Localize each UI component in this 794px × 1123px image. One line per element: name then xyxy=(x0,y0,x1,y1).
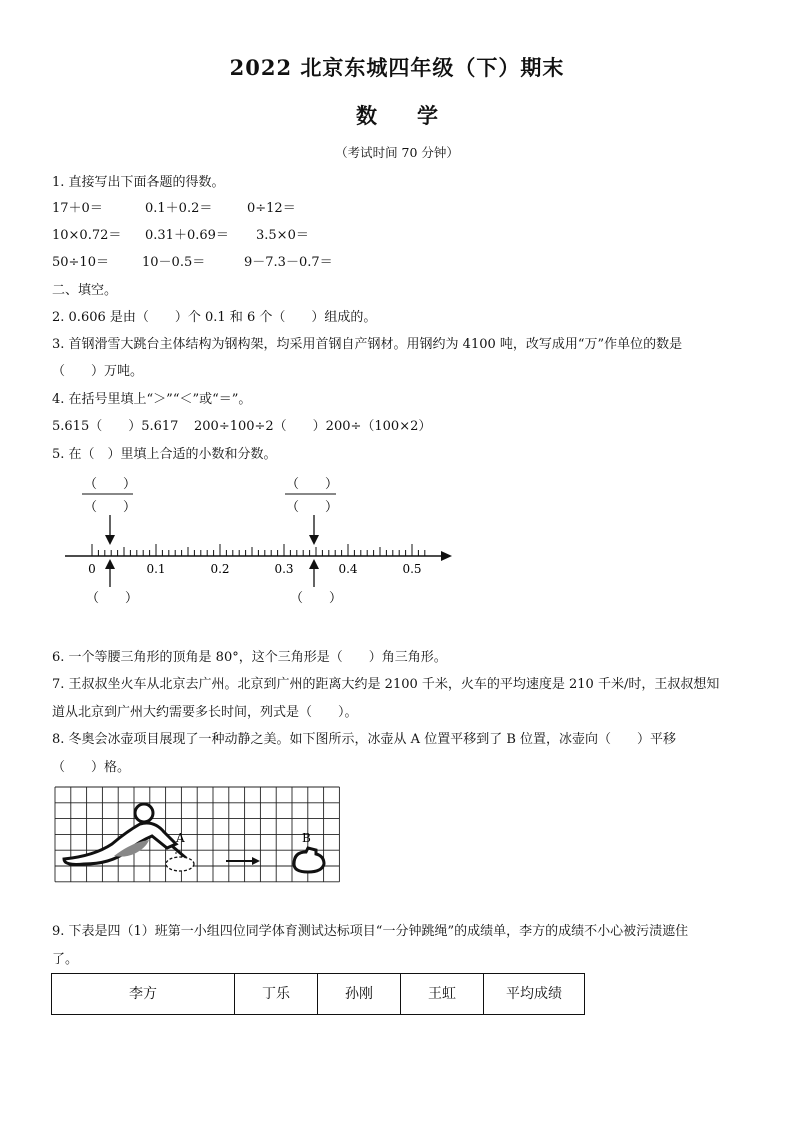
table-row xyxy=(52,974,585,1015)
number-line-figure xyxy=(0,465,794,615)
fraction-numerator-blank-left: （ ） xyxy=(84,477,137,492)
q3-line-2: （ ）万吨。 xyxy=(52,364,144,379)
q1-r2-c3: 3.5×0＝ xyxy=(256,228,309,243)
number-line-tick-label: 0 xyxy=(88,562,96,576)
q1-r1-c1: 17＋0＝ xyxy=(52,201,103,216)
q1-r3-c2: 10－0.5＝ xyxy=(142,255,206,270)
down-arrow-right-head xyxy=(309,535,319,545)
position-b-label: B xyxy=(302,831,311,845)
q2-text: 2. 0.606 是由（ ）个 0.1 和 6 个（ ）组成的。 xyxy=(52,310,377,325)
q7-line-2: 道从北京到广州大约需要多长时间，列式是（ ）。 xyxy=(52,705,358,720)
curling-stone-b-icon xyxy=(294,848,324,872)
table-header-cell: 丁乐 xyxy=(235,974,318,1015)
skater-body-icon xyxy=(64,823,176,864)
q1-r2-c2: 0.31＋0.69＝ xyxy=(145,228,229,243)
number-line-tick-label: 0.2 xyxy=(210,562,230,576)
score-table xyxy=(51,973,585,1015)
number-line-tick-label: 0.3 xyxy=(274,562,294,576)
q9-line-2: 了。 xyxy=(52,952,79,967)
q1-r3-c3: 9－7.3－0.7＝ xyxy=(244,255,333,270)
q1-r1-c3: 0÷12＝ xyxy=(247,201,296,216)
q6-text: 6. 一个等腰三角形的顶角是 80°，这个三角形是（ ）角三角形。 xyxy=(52,650,447,665)
q9-line-1: 9. 下表是四（1）班第一小组四位同学体育测试达标项目“一分钟跳绳”的成绩单，李方的成绩不小心被污渍遮住 xyxy=(52,924,689,939)
number-line-tick-label: 0.4 xyxy=(338,562,358,576)
up-arrow-left-head xyxy=(105,559,115,569)
section-2-heading: 二、填空。 xyxy=(52,283,118,298)
q4-item-1: 5.615（ ）5.617 xyxy=(52,419,179,434)
fraction-denominator-blank-right: （ ） xyxy=(286,500,339,515)
curling-stone-a-icon xyxy=(166,857,194,871)
q1-prompt: 1. 直接写出下面各题的得数。 xyxy=(52,175,225,190)
q4-prompt: 4. 在括号里填上“＞”“＜”或“＝”。 xyxy=(52,392,252,407)
skater-arm xyxy=(172,846,186,858)
number-line-tick-labels xyxy=(88,562,421,576)
number-line-arrowhead xyxy=(441,551,452,561)
curling-grid-figure xyxy=(54,786,344,886)
down-arrow-left-head xyxy=(105,535,115,545)
q8-line-2: （ ）格。 xyxy=(52,760,131,775)
q1-r3-c1: 50÷10＝ xyxy=(52,255,109,270)
number-line-tick-label: 0.1 xyxy=(146,562,166,576)
position-a-label: A xyxy=(176,831,185,845)
number-line-tick-label: 0.5 xyxy=(402,562,422,576)
q8-line-1: 8. 冬奥会冰壶项目展现了一种动静之美。如下图所示，冰壶从 A 位置平移到了 B 位置，冰壶向（ ）平移 xyxy=(52,732,677,747)
fraction-denominator-blank-left: （ ） xyxy=(84,500,137,515)
q3-line-1: 3. 首钢滑雪大跳台主体结构为钢构架，均采用首钢自产钢材。用钢约为 4100 吨，改写成用“万”作单位的数是 xyxy=(52,337,683,352)
number-line-ticks xyxy=(92,544,425,556)
translation-arrow-head xyxy=(252,857,260,865)
page-title: 2022 北京东城四年级（下）期末 xyxy=(229,55,565,80)
table-header-cell: 平均成绩 xyxy=(484,974,585,1015)
subject-heading: 数学 xyxy=(356,103,478,128)
q7-line-1: 7. 王叔叔坐火车从北京去广州。北京到广州的距离大约是 2100 千米，火车的平均速度是 210 千米/时，王叔叔想知 xyxy=(52,677,720,692)
q1-r2-c1: 10×0.72＝ xyxy=(52,228,122,243)
table-header-cell: 孙刚 xyxy=(318,974,401,1015)
q4-item-2: 200÷100÷2（ ）200÷（100×2） xyxy=(194,419,432,434)
exam-time: （考试时间 70 分钟） xyxy=(335,145,459,160)
up-arrow-right-head xyxy=(309,559,319,569)
fraction-numerator-blank-right: （ ） xyxy=(286,477,339,492)
table-header-cell: 李方 xyxy=(52,974,235,1015)
q1-r1-c2: 0.1＋0.2＝ xyxy=(145,201,213,216)
decimal-blank-right: （ ） xyxy=(290,591,343,606)
skater-head-icon xyxy=(135,804,153,822)
decimal-blank-left: （ ） xyxy=(86,591,139,606)
table-header-cell: 王虹 xyxy=(401,974,484,1015)
q5-prompt: 5. 在（ ）里填上合适的小数和分数。 xyxy=(52,447,277,462)
